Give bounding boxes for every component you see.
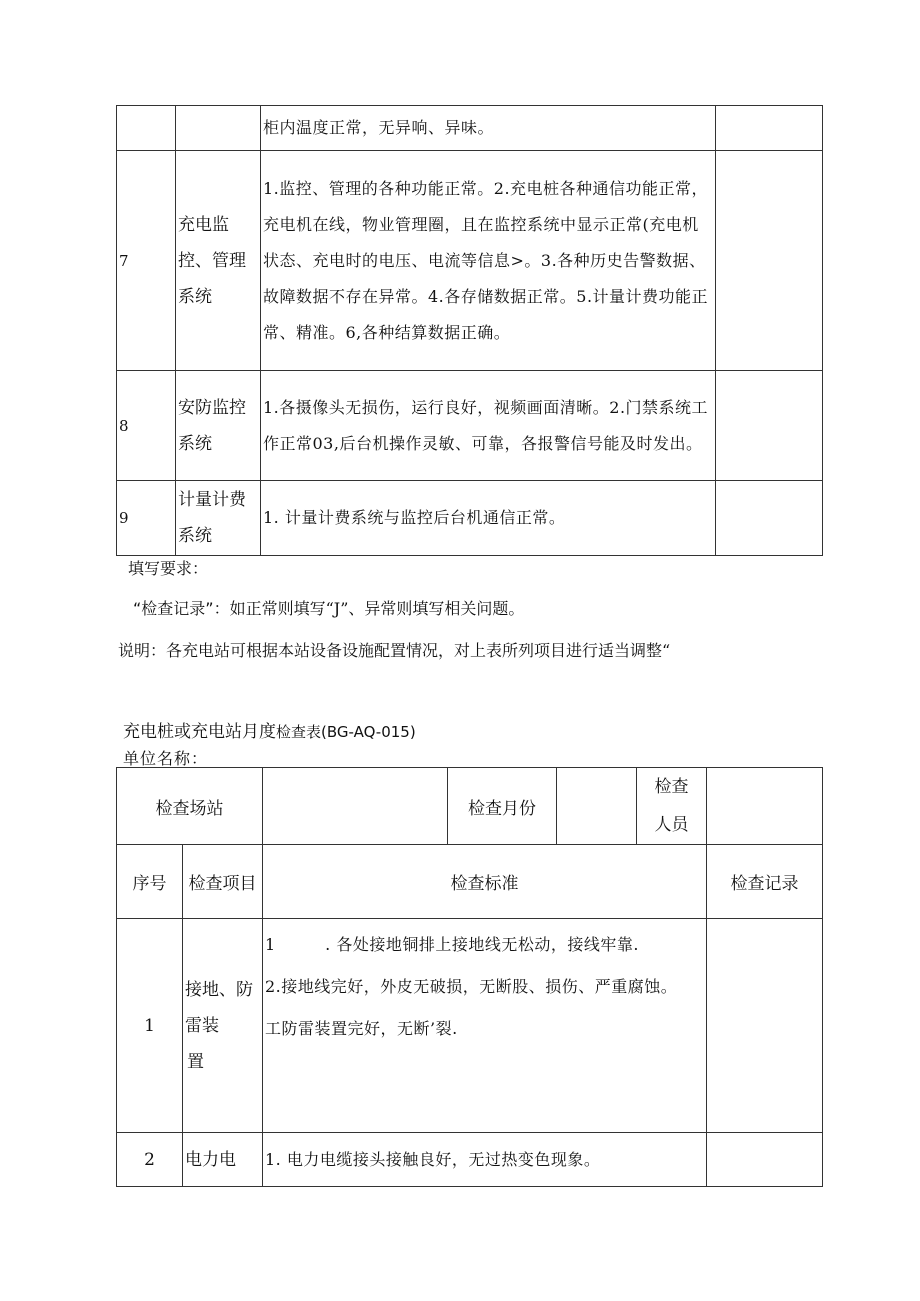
col-standard: 检查标准 — [263, 845, 707, 919]
station-value-cell[interactable] — [263, 768, 448, 845]
row-item — [183, 919, 263, 1133]
row-item-line1: 接地、防雷装 — [185, 979, 253, 1036]
row-standard: 1. 电力电缆接头接触良好，无过热变色现象。 — [263, 1133, 707, 1187]
row-record — [716, 481, 823, 556]
inspection-table-continued — [116, 105, 823, 556]
standard-item-3: 工防雷装置完好，无断’裂. — [265, 1019, 458, 1038]
explanation — [118, 638, 670, 661]
explain-text: ：各充电站可根据本站设备设施配置情况，对上表所列项目进行适当调整“ — [150, 641, 671, 660]
inspector-label — [637, 768, 707, 845]
row-standard — [263, 919, 707, 1133]
row-number: 9 — [117, 481, 176, 556]
standard-item-2: 2.接地线完好，外皮无破损，无断股、损伤、严重腐蚀。 — [265, 977, 678, 996]
row-standard: 1.监控、管理的各种功能正常。2.充电桩各种通信功能正常，充电机在线，物业管理圈，且在监控系统中显示正常(充电机状态、充电时的电压、电流等信息>。3.各种历史告警数据、故障数据不存在异常。4.各存储数据正常。5.计量计费功能正常、精准。6,各种结算数据正确。 — [261, 151, 716, 371]
row-number: 7 — [117, 151, 176, 371]
monthly-inspection-form — [116, 767, 823, 1187]
row-standard: 1. 计量计费系统与监控后台机通信正常。 — [261, 481, 716, 556]
form-title-code: 检查表(BG-AQ-015) — [276, 723, 416, 741]
row-record — [716, 106, 823, 151]
row-record[interactable] — [707, 919, 823, 1133]
table-row — [117, 919, 823, 1133]
form-title — [123, 717, 416, 742]
column-header-row — [117, 845, 823, 919]
row-number — [117, 106, 176, 151]
row-record — [716, 371, 823, 481]
unit-name-label: 单位名称： — [123, 749, 209, 768]
inspector-value-cell[interactable] — [707, 768, 823, 845]
row-record — [716, 151, 823, 371]
fill-requirement-label: 填写要求： — [128, 559, 209, 578]
table-row — [117, 106, 823, 151]
inspector-label-line1: 检查 — [654, 777, 689, 797]
row-record[interactable] — [707, 1133, 823, 1187]
record-label: “检查记录” — [133, 599, 214, 618]
table-row — [117, 1133, 823, 1187]
table-row — [117, 371, 823, 481]
form-title-main: 充电桩或充电站月度 — [123, 722, 276, 742]
row-item — [176, 106, 261, 151]
row-item: 计量计费系统 — [176, 481, 261, 556]
month-label: 检查月份 — [448, 768, 557, 845]
row-number: 2 — [117, 1133, 183, 1187]
row-item: 电力电 — [183, 1133, 263, 1187]
record-text: ：如正常则填写“J”、异常则填写相关问题。 — [213, 599, 525, 618]
col-item: 检查项目 — [183, 845, 263, 919]
row-item-line2: 置 — [187, 1051, 204, 1072]
standard-item-1: 1 . 各处接地铜排上接地线无松动，接线牢靠. — [265, 935, 639, 954]
row-standard: 1.各摄像头无损伤，运行良好，视频画面清晰。2.门禁系统工作正常03,后台机操作灵敏、可靠，各报警信号能及时发出。 — [261, 371, 716, 481]
explain-label: 说明 — [118, 641, 151, 660]
month-value-cell[interactable] — [557, 768, 637, 845]
table-row — [117, 481, 823, 556]
row-item: 充电监控、管理系统 — [176, 151, 261, 371]
col-num: 序号 — [117, 845, 183, 919]
inspector-label-line2: 人员 — [654, 815, 689, 835]
record-instruction — [133, 596, 524, 619]
col-record: 检查记录 — [707, 845, 823, 919]
form-header-row — [117, 768, 823, 845]
station-label: 检查场站 — [117, 768, 263, 845]
table-row — [117, 151, 823, 371]
row-number: 8 — [117, 371, 176, 481]
row-item: 安防监控系统 — [176, 371, 261, 481]
row-standard: 柜内温度正常，无异响、异味。 — [261, 106, 716, 151]
row-number: 1 — [117, 919, 183, 1133]
